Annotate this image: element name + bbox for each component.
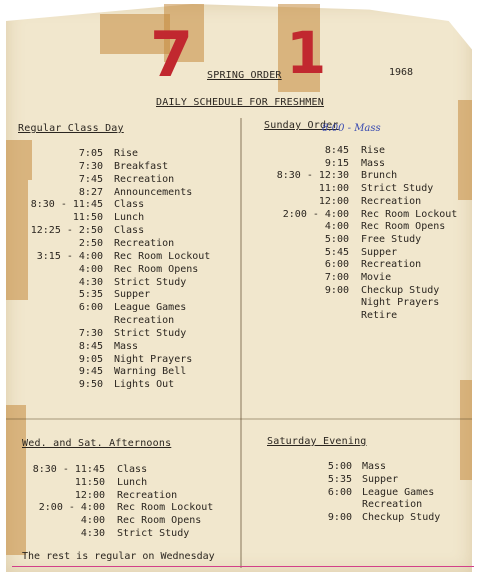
sunday-row-activity: Brunch [361,170,398,182]
regular-row-activity: Lunch [114,212,145,224]
wed-sat-heading: Wed. and Sat. Afternoons [22,438,172,449]
sunday-row-activity: Free Study [361,233,422,245]
regular-row-activity: Strict Study [114,327,187,339]
sunday-row-activity: Movie [361,272,392,283]
daily-schedule-title: DAILY SCHEDULE FOR FRESHMEN [156,97,324,108]
regular-row-time: 6:00 [78,302,103,314]
sunday-row-time: 8:30 - 12:30 [276,170,349,182]
regular-row-time: 7:45 [78,173,103,185]
saturday-row-activity: Mass [362,461,387,472]
regular-row-time: 5:35 [78,289,103,301]
regular-row-activity: Mass [114,340,139,352]
sunday-row-activity: Night Prayers [361,297,440,309]
wedsat-row-activity: Lunch [117,476,148,488]
regular-row-time: 4:30 [78,276,103,288]
regular-row-activity: Rec Room Lockout [114,250,211,262]
sunday-row-time: 8:45 [324,145,349,156]
wedsat-row-time: 11:50 [74,476,105,488]
wedsat-row-activity: Recreation [117,489,178,501]
regular-row-time: 3:15 - 4:00 [36,250,103,262]
saturday-row-time: 6:00 [327,486,352,498]
regular-row-time: 4:00 [78,263,103,275]
regular-row-activity: Announcements [114,186,193,198]
sunday-row-activity: Supper [361,246,398,258]
regular-row-time: 7:30 [78,327,103,339]
regular-row-time: 8:30 - 11:45 [30,199,103,211]
handwritten-mass-note: 8:00 - Mass [322,123,381,134]
sunday-row-time: 9:00 [324,284,349,296]
big-number-right: 1 [286,19,327,87]
regular-row-activity: Supper [114,289,151,301]
sunday-row-time: 5:00 [324,233,349,245]
pink-margin-line [12,566,474,567]
sunday-row-time: 9:15 [324,157,349,169]
sunday-row-activity: Retire [361,310,398,322]
sunday-row-activity: Rec Room Opens [361,221,446,233]
saturday-row-activity: Recreation [362,499,423,511]
regular-row-activity: Recreation [114,237,175,249]
saturday-row-time: 5:35 [327,473,352,485]
regular-row-activity: Strict Study [114,276,187,288]
sunday-row-time: 2:00 - 4:00 [282,208,349,220]
sunday-row-activity: Checkup Study [361,284,440,296]
regular-row-time: 9:05 [78,353,103,365]
regular-row-activity: Class [114,225,145,237]
sunday-row-time: 4:00 [324,221,349,233]
saturday-row-activity: League Games [362,486,435,498]
tape-right-1 [458,100,472,200]
regular-row-activity: Warning Bell [114,366,187,378]
wedsat-row-activity: Class [117,464,148,475]
saturday-row-time: 5:00 [327,461,352,472]
sunday-row-time: 7:00 [324,272,349,283]
saturday-row-activity: Supper [362,473,399,485]
sunday-row-time: 6:00 [324,259,349,271]
sunday-row-time [0,296,349,309]
regular-row-time: 2:50 [78,237,103,249]
year: 1968 [389,67,414,78]
sunday-row-time: 11:00 [318,183,349,195]
sunday-row-activity: Rise [361,145,386,156]
regular-class-day-heading: Regular Class Day [18,123,124,134]
regular-row-time: 9:50 [78,379,103,391]
wedsat-row-activity: Rec Room Opens [117,515,202,527]
regular-row-activity: Rec Room Opens [114,263,199,275]
regular-row-activity: Recreation [114,315,175,327]
regular-row-activity: Class [114,199,145,211]
sunday-row-time: 12:00 [318,195,349,207]
regular-row-time: 7:05 [78,148,103,159]
wedsat-row-time: 2:00 - 4:00 [38,502,105,514]
sunday-row-activity: Rec Room Lockout [361,208,458,220]
saturday-evening-heading: Saturday Evening [267,436,367,447]
regular-row-time: 8:45 [78,340,103,352]
saturday-row-time: 9:00 [327,512,352,524]
sunday-row-time: 5:45 [324,246,349,258]
fold-line-horizontal [6,418,472,420]
regular-row-activity: Lights Out [114,379,175,391]
wedsat-row-activity: Strict Study [117,528,190,539]
saturday-row-time [0,498,352,511]
big-number-left: 7 [150,18,194,91]
regular-row-activity: Night Prayers [114,353,193,365]
sunday-order-heading: Sunday Order [264,120,339,131]
wedsat-row-time: 4:00 [80,515,105,527]
regular-row-time: 8:27 [78,186,103,198]
regular-row-activity: League Games [114,302,187,314]
regular-row-activity: Rise [114,148,139,159]
sunday-row-activity: Strict Study [361,183,434,195]
spring-order-title: SPRING ORDER [207,70,282,81]
regular-row-time: 9:45 [78,366,103,378]
sunday-row-activity: Recreation [361,195,422,207]
footer-note: The rest is regular on Wednesday [22,551,215,562]
regular-row-activity: Breakfast [114,160,169,172]
wedsat-row-time: 12:00 [74,489,105,501]
sunday-row-activity: Mass [361,157,386,169]
regular-row-time: 7:30 [78,160,103,172]
tape-right-2 [460,380,472,480]
sunday-row-activity: Recreation [361,259,422,271]
regular-row-time: 12:25 - 2:50 [30,225,103,237]
wedsat-row-time: 4:30 [80,528,105,539]
saturday-row-activity: Checkup Study [362,512,441,524]
regular-row-activity: Recreation [114,173,175,185]
sunday-row-time [0,309,349,322]
wedsat-row-time: 8:30 - 11:45 [32,464,105,475]
wedsat-row-activity: Rec Room Lockout [117,502,214,514]
regular-row-time: 11:50 [72,212,103,224]
